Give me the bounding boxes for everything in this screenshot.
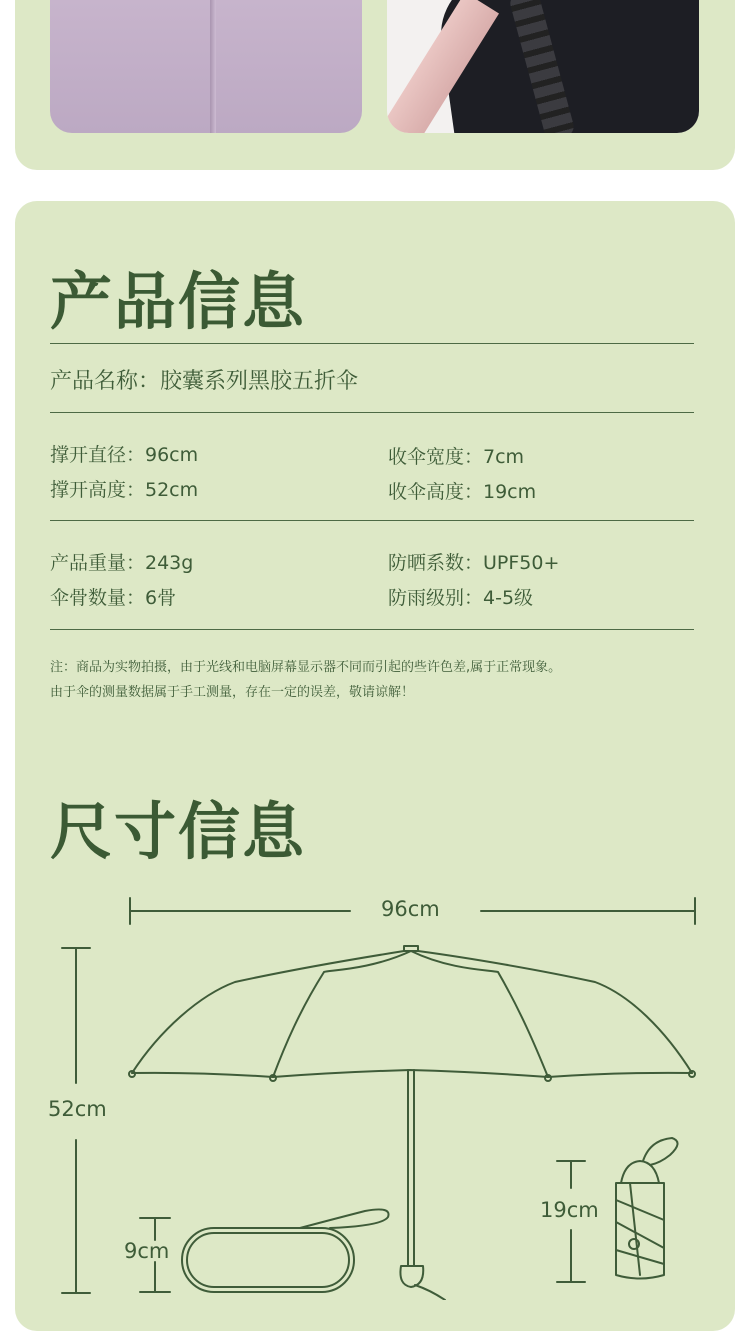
folded-umbrella-icon [557, 1138, 678, 1282]
folded-height-label: 19cm [540, 1198, 599, 1222]
open-diameter: 撑开直径：96cm [50, 444, 199, 466]
sun-protection-factor: 防晒系数：UPF50+ [388, 552, 560, 574]
open-umbrella-icon [129, 946, 695, 1300]
product-weight: 产品重量：243g [50, 552, 194, 574]
disclaimer-note: 注：商品为实物拍摄，由于光线和电脑屏幕显示器不同而引起的些许色差,属于正常现象。 [50, 660, 562, 675]
disclaimer-note: 由于伞的测量数据属于手工测量，存在一定的误差，敬请谅解！ [50, 685, 415, 700]
folded-height: 收伞高度：19cm [388, 481, 537, 503]
rain-protection-level: 防雨级别：4-5级 [388, 587, 534, 609]
open-height: 撑开高度：52cm [50, 479, 199, 501]
height-dimension-line [62, 948, 90, 1293]
umbrella-case-icon [140, 1209, 389, 1292]
case-height-label: 9cm [124, 1239, 170, 1263]
size-info-title: 尺寸信息 [50, 795, 307, 868]
product-info-title: 产品信息 [50, 265, 307, 338]
product-name: 产品名称：胶囊系列黑胶五折伞 [50, 369, 359, 394]
rib-count: 伞骨数量：6骨 [50, 587, 177, 609]
folded-width: 收伞宽度：7cm [388, 446, 525, 468]
umbrella-height-label: 52cm [48, 1097, 107, 1121]
width-dimension-line [130, 898, 695, 924]
umbrella-width-label: 96cm [381, 897, 440, 921]
